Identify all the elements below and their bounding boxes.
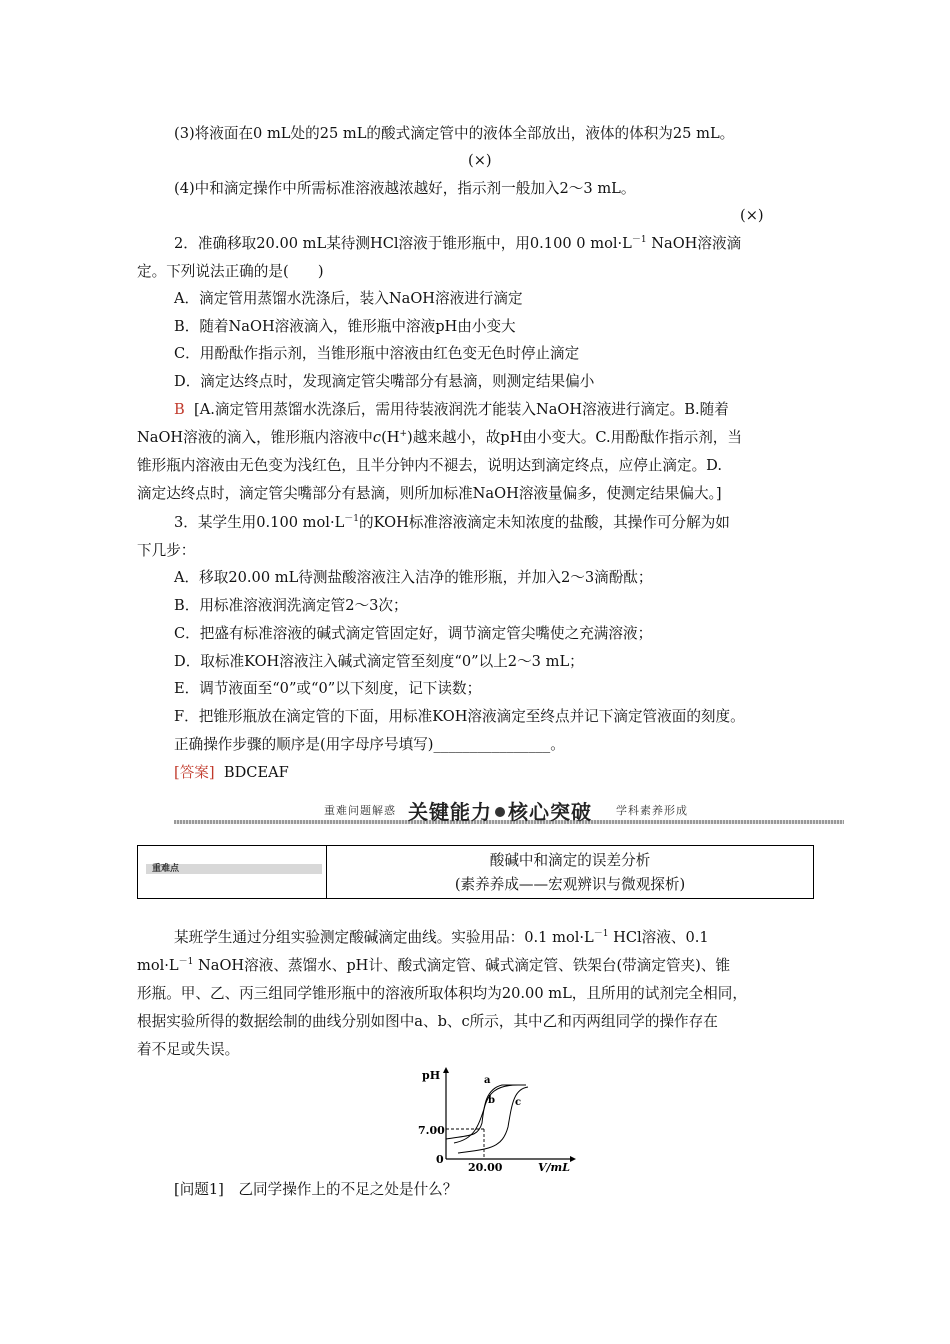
q2-option-c: C．用酚酞作指示剂，当锥形瓶中溶液由红色变无色时停止滴定 <box>174 345 580 362</box>
y-axis-arrow-icon <box>443 1067 449 1073</box>
q3-step-c: C．把盛有标准溶液的碱式滴定管固定好，调节滴定管尖嘴使之充满溶液； <box>174 625 653 642</box>
para-line2 <box>137 956 730 976</box>
q2-stem-line1 <box>174 234 741 254</box>
q3-answer: BDCEAF <box>223 764 289 781</box>
mark-3: (×) <box>468 152 492 169</box>
para-l1-b: HCl溶液、0.1 <box>608 929 709 946</box>
topic-tag <box>146 864 322 874</box>
q2-explanation-line1 <box>174 400 729 420</box>
topic-tag-cell <box>138 846 327 898</box>
x-tick-label: 20.00 <box>468 1161 503 1173</box>
q3-stem-line2: 下几步： <box>137 542 196 559</box>
banner-title-b: 核心突破 <box>508 800 592 824</box>
q2-explanation-line4: 滴定达终点时，滴定管尖嘴部分有悬滴，则所加标准NaOH溶液量偏多，使测定结果偏大。] <box>137 485 722 502</box>
q2-exp2-a: NaOH溶液的滴入，锥形瓶内溶液中 <box>137 429 373 446</box>
bullet-icon <box>495 807 505 817</box>
banner-title <box>408 796 592 825</box>
q3-stem-b: 的KOH标准溶液滴定未知浓度的盐酸，其操作可分解为如 <box>359 514 730 531</box>
q3-stem-sup: －1 <box>344 514 360 525</box>
q2-stem-sup: －1 <box>631 235 647 246</box>
banner-title-a: 关键能力 <box>408 800 492 824</box>
x-axis-arrow-icon <box>570 1156 576 1162</box>
q2-explanation-line2 <box>137 428 742 448</box>
origin-label: 0 <box>436 1153 444 1166</box>
q3-step-f: F．把锥形瓶放在滴定管的下面，用标准KOH溶液滴定至终点并记下滴定管液面的刻度。 <box>174 708 745 725</box>
q2-stem-line2: 定。下列说法正确的是( ) <box>137 263 324 280</box>
q2-stem-b: NaOH溶液滴 <box>646 235 742 252</box>
para-line1 <box>174 928 709 948</box>
q2-explanation-line3: 锥形瓶内溶液由无色变为浅红色，且半分钟内不褪去，说明达到滴定终点，应停止滴定。D. <box>137 457 722 474</box>
para-l2-b: NaOH溶液、蒸馏水、pH计、酸式滴定管、碱式滴定管、铁架台(带滴定管夹)、锥 <box>193 957 731 974</box>
banner-left-text: 重难问题解惑 <box>324 804 396 817</box>
q2-exp2-sup: + <box>399 429 408 440</box>
section-banner <box>174 798 844 826</box>
para-l2-sup: －1 <box>178 957 194 968</box>
q2-answer: B <box>174 401 185 418</box>
y-label: pH <box>422 1069 441 1082</box>
para-l1-sup: －1 <box>593 929 609 940</box>
mark-4: (×) <box>740 207 764 224</box>
q2-option-d: D．滴定达终点时，发现滴定管尖嘴部分有悬滴，则测定结果偏小 <box>174 373 595 390</box>
answer-tag: [答案] <box>174 764 215 781</box>
q3-answer-line <box>174 763 289 783</box>
topic-tag-label: 重难点 <box>152 864 180 874</box>
q2-exp2-b: (H <box>381 429 400 446</box>
item-4: (4)中和滴定操作中所需标准溶液越浓越好，指示剂一般加入2～3 mL。 <box>174 180 636 197</box>
q3-step-e: E．调节液面至“0”或“0”以下刻度，记下读数； <box>174 680 482 697</box>
x-label: V/mL <box>538 1161 570 1173</box>
q2-exp2-c: c <box>372 429 382 446</box>
q2-exp2-d: )越来越小，故pH由小变大。C.用酚酞作指示剂，当 <box>407 429 742 446</box>
q3-step-b: B．用标准溶液润洗滴定管2～3次； <box>174 597 408 614</box>
topic-subtitle: (素养养成——宏观辨识与微观探析) <box>454 876 686 893</box>
para-line5: 着不足或失误。 <box>137 1041 240 1058</box>
q3-order: 正确操作步骤的顺序是(用字母序号填写)________________。 <box>174 736 565 753</box>
titration-figure <box>418 1065 578 1177</box>
q2-stem-a: 2．准确移取20.00 mL某待测HCl溶液于锥形瓶中，用0.100 0 mol·L <box>174 235 632 252</box>
q3-stem-line1 <box>174 513 730 533</box>
q2-option-b: B．随着NaOH溶液滴入，锥形瓶中溶液pH由小变大 <box>174 318 516 335</box>
curve-a-label: a <box>484 1075 491 1086</box>
para-line4: 根据实验所得的数据绘制的曲线分别如图中a、b、c所示，其中乙和丙两组同学的操作存在 <box>137 1013 718 1030</box>
question-1: [问题1] 乙同学操作上的不足之处是什么？ <box>174 1181 458 1198</box>
q3-step-a: A．移取20.00 mL待测盐酸溶液注入洁净的锥形瓶，并加入2～3滴酚酞； <box>174 569 653 586</box>
para-l1-a: 某班学生通过分组实验测定酸碱滴定曲线。实验用品：0.1 mol·L <box>174 929 594 946</box>
q3-stem-a: 3．某学生用0.100 mol·L <box>174 514 345 531</box>
q3-step-d: D．取标准KOH溶液注入碱式滴定管至刻度“0”以上2～3 mL； <box>174 653 584 670</box>
item-3: (3)将液面在0 mL处的25 mL的酸式滴定管中的液体全部放出，液体的体积为25 mL。 <box>174 125 735 142</box>
y-tick-label: 7.00 <box>418 1124 445 1137</box>
curve-c-label: c <box>515 1097 522 1108</box>
q2-exp1: [A.滴定管用蒸馏水洗涤后，需用待装液润洗才能装入NaOH溶液进行滴定。B.随着 <box>194 401 729 418</box>
curve-b-label: b <box>488 1095 495 1106</box>
para-line3: 形瓶。甲、乙、丙三组同学锥形瓶中的溶液所取体积均为20.00 mL，且所用的试剂完全相同， <box>137 985 747 1002</box>
topic-table <box>137 845 814 899</box>
topic-title: 酸碱中和滴定的误差分析 <box>489 852 651 869</box>
curve-a <box>446 1085 526 1139</box>
para-l2-a: mol·L <box>137 957 179 974</box>
q2-option-a: A．滴定管用蒸馏水洗涤后，装入NaOH溶液进行滴定 <box>174 290 523 307</box>
titration-curves <box>418 1065 578 1173</box>
banner-right-text: 学科素养形成 <box>616 804 688 817</box>
